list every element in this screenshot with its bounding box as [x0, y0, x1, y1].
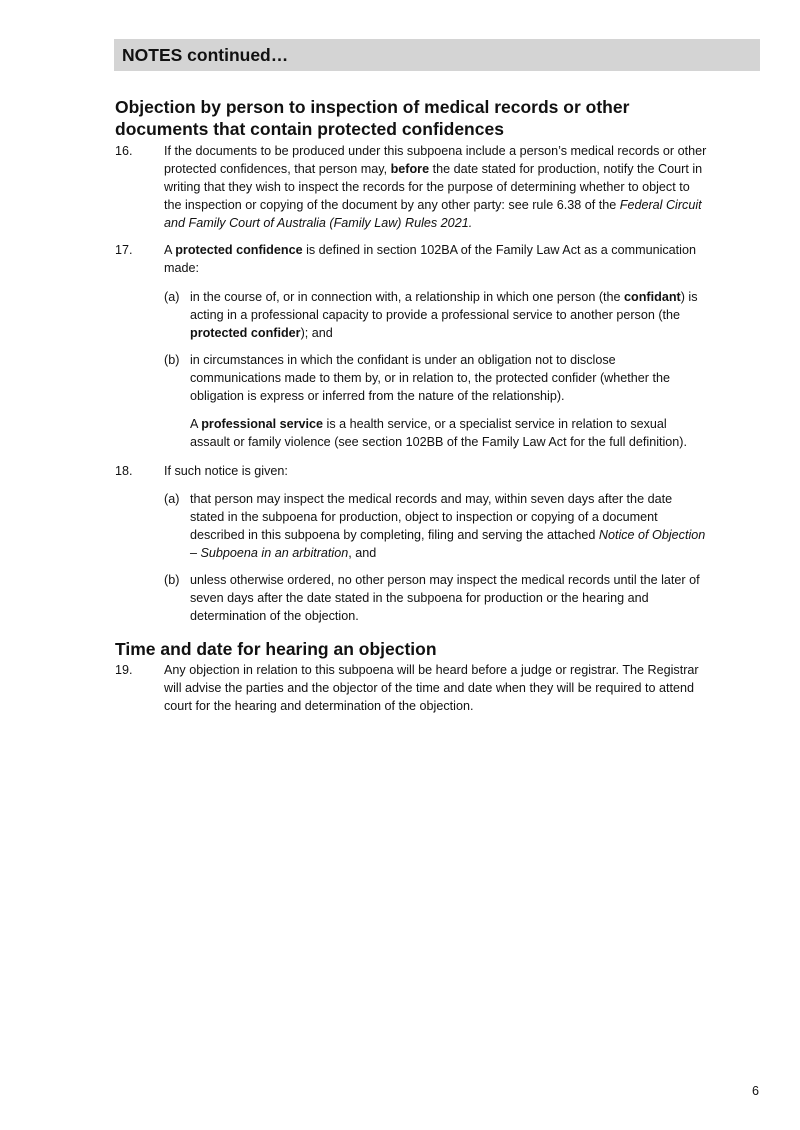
text-span: ) is — [680, 290, 698, 304]
text-span: is a health service, or a specialist service in relation to sexual — [323, 417, 667, 431]
text-span: the date stated for production, notify the Court in — [429, 162, 703, 176]
paragraph-text — [164, 661, 749, 715]
text-line: unless otherwise ordered, no other person may inspect the medical records until the later of — [190, 573, 700, 587]
paragraph-text — [164, 142, 749, 232]
text-line: in circumstances in which the confidant is under an obligation not to disclose — [190, 353, 616, 367]
text-span: described in this subpoena by completing, filing and serving the attached — [190, 528, 599, 542]
text-line: made: — [164, 261, 200, 275]
section-heading-hearing — [115, 638, 755, 660]
text-line: court for the hearing and determination of the objection. — [164, 699, 474, 713]
bold-term-before: before — [390, 162, 430, 176]
text-line: obligation is express or inferred from the nature of the relationship). — [190, 389, 565, 403]
text-line: acting in a professional capacity to provide a professional service to another person (the — [190, 308, 681, 322]
text-line: Any objection in relation to this subpoena will be heard before a judge or registrar. The Registrar — [164, 663, 699, 677]
subparagraph-text — [190, 490, 750, 562]
paragraph-text — [164, 241, 749, 277]
text-span: the inspection or copying of the document by any other party: see rule 6.38 of the — [164, 198, 620, 212]
bold-term-confidant: confidant — [624, 290, 681, 304]
text-line: determination of the objection. — [190, 609, 359, 623]
italic-rules-title: Federal Circuit — [619, 198, 702, 212]
subparagraph-text — [190, 571, 750, 625]
section-heading-line: Time and date for hearing an objection — [115, 639, 437, 659]
notes-continued-banner — [114, 39, 760, 71]
text-span: is defined in section 102BA of the Family Law Act as a communication — [302, 243, 696, 257]
subparagraph-text — [190, 288, 750, 342]
paragraph-number: 16. — [115, 144, 133, 158]
text-line: If such notice is given: — [164, 464, 288, 478]
bold-term-professional-service: professional service — [201, 417, 324, 431]
bold-term-protected-confidence: protected confidence — [175, 243, 303, 257]
text-line: stated in the subpoena for production, object to inspection or copying of a document — [190, 510, 658, 524]
text-line: will advise the parties and the objector of the time and date when they will be required to attend — [164, 681, 694, 695]
text-line: assault or family violence (see section 102BB of the Family Law Act for the full definition). — [190, 435, 687, 449]
page-number: 6 — [752, 1084, 760, 1098]
text-line: seven days after the date stated in the subpoena for production or the hearing and — [190, 591, 649, 605]
text-line: that person may inspect the medical records and may, within seven days after the date — [190, 492, 673, 506]
italic-form-title: Notice of Objection — [598, 528, 706, 542]
subparagraph-label: (a) — [164, 492, 180, 506]
bold-term-protected-confider: protected confider — [190, 326, 301, 340]
professional-service-note — [190, 415, 750, 451]
text-line: If the documents to be produced under this subpoena include a person’s medical records or other — [164, 144, 707, 158]
paragraph-number: 17. — [115, 243, 133, 257]
subparagraph-label: (b) — [164, 353, 180, 367]
subparagraph-label: (b) — [164, 573, 180, 587]
text-span: ); and — [300, 326, 333, 340]
subparagraph-label: (a) — [164, 290, 180, 304]
text-line: writing that they wish to inspect the records for the purpose of determining whether to object to — [164, 180, 690, 194]
paragraph-number: 18. — [115, 464, 133, 478]
text-line: communications made to them by, or in relation to, the protected confider (whether the — [190, 371, 670, 385]
text-span: A — [190, 417, 202, 431]
section-heading-line: documents that contain protected confidences — [115, 119, 504, 139]
text-span: protected confidences, that person may, — [164, 162, 391, 176]
section-heading-line: Objection by person to inspection of medical records or other — [115, 97, 630, 117]
paragraph-number: 19. — [115, 663, 133, 677]
subparagraph-text — [190, 351, 750, 405]
italic-form-title: – Subpoena in an arbitration — [190, 546, 349, 560]
banner-title: NOTES continued… — [122, 45, 289, 65]
section-heading-objection — [115, 96, 755, 140]
text-span: , and — [348, 546, 377, 560]
text-span: A — [164, 243, 176, 257]
text-span: in the course of, or in connection with, a relationship in which one person (the — [190, 290, 625, 304]
paragraph-text — [164, 462, 749, 480]
italic-rules-title: and Family Court of Australia (Family Law) Rules 2021. — [164, 216, 473, 230]
